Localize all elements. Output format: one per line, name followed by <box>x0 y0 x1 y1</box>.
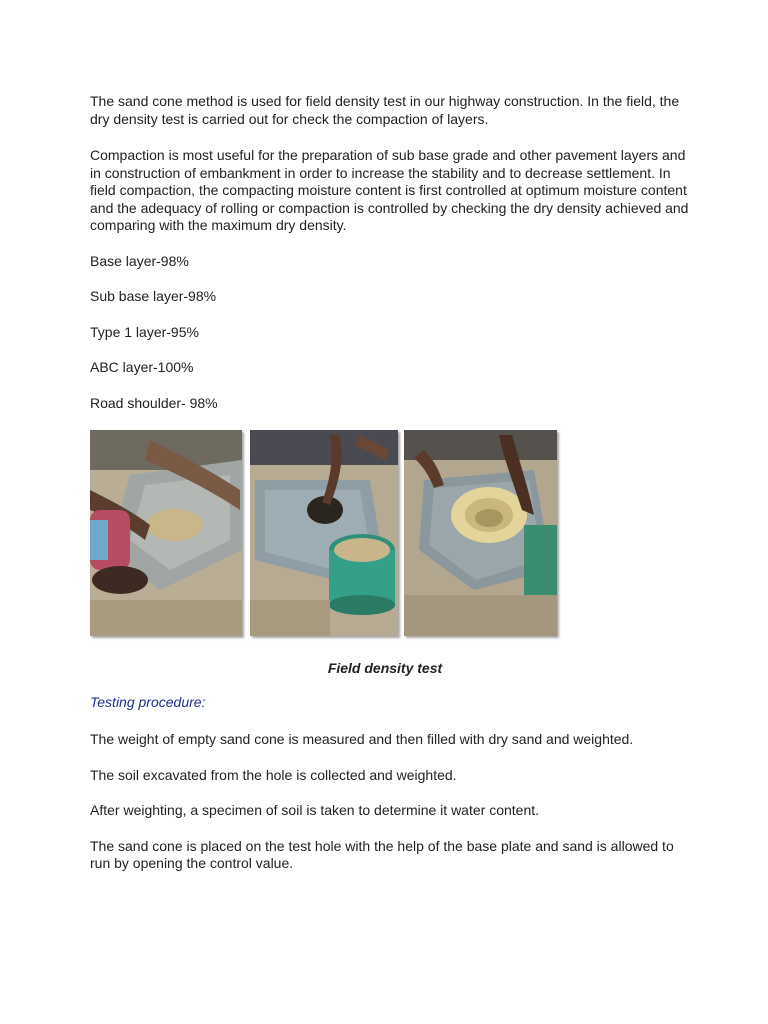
compaction-paragraph: Compaction is most useful for the preparation of sub base grade and other pavement layers and in construction of embankment in order to increase the stability and to decrease settlement. In field compaction, the compacting moisture content is first controlled at optimum moisture content and the adequacy of rolling or compaction is controlled by checking the dry density achieved and comparing with the maximum dry density. <box>90 147 689 233</box>
document-page <box>90 93 690 891</box>
photo-sand-on-plate <box>90 430 242 636</box>
requirement-base-layer: Base layer-98% <box>90 252 189 269</box>
field-density-photos <box>90 430 690 640</box>
figure-caption: Field density test <box>327 660 443 676</box>
requirement-type1-layer: Type 1 layer-95% <box>90 323 199 340</box>
procedure-heading: Testing procedure: <box>90 693 206 710</box>
procedure-step-1: The weight of empty sand cone is measured and then filled with dry sand and weighted. <box>90 731 634 747</box>
procedure-step-4: The sand cone is placed on the test hole with the help of the base plate and sand is allowed to run by opening the control value. <box>90 837 674 871</box>
photo-sand-cone <box>404 430 557 636</box>
procedure-step-3: After weighting, a specimen of soil is taken to determine it water content. <box>90 802 540 818</box>
procedure-step-2: The soil excavated from the hole is collected and weighted. <box>90 766 457 783</box>
requirement-road-shoulder: Road shoulder- 98% <box>90 394 218 411</box>
requirement-abc-layer: ABC layer-100% <box>90 359 194 375</box>
requirement-sub-base-layer: Sub base layer-98% <box>90 288 217 304</box>
intro-paragraph: The sand cone method is used for field density test in our highway construction. In the field, the dry density test is carried out for check the compaction of layers. <box>90 93 680 127</box>
photo-excavating-hole <box>250 430 398 636</box>
